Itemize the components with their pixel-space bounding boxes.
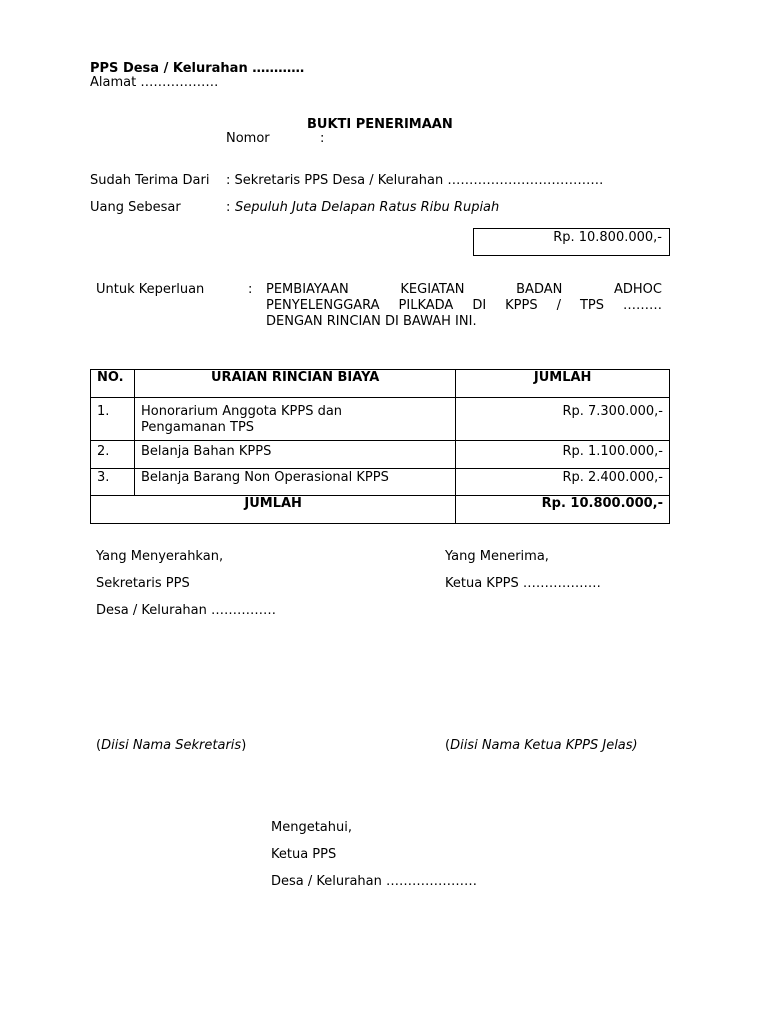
- header-address: Alamat ………………: [90, 75, 219, 90]
- paren-open: (: [96, 738, 102, 753]
- sign-left-name-text: Diisi Nama Sekretaris: [101, 738, 242, 753]
- amount-separator: :: [226, 200, 231, 215]
- row-uraian: Belanja Barang Non Operasional KPPS: [134, 469, 455, 496]
- sign-center-line-3: Desa / Kelurahan …………………: [271, 874, 478, 889]
- document-title: BUKTI PENERIMAAN: [307, 117, 453, 132]
- purpose-line-2: PENYELENGGARA PILKADA DI KPPS / TPS ………: [266, 298, 662, 313]
- row-no: 3.: [91, 469, 135, 496]
- cost-breakdown-table: [90, 369, 670, 524]
- row-uraian: [134, 398, 455, 441]
- row-no: 2.: [91, 441, 135, 469]
- sign-right-name: [445, 738, 638, 754]
- header-uraian: URAIAN RINCIAN BIAYA: [134, 370, 455, 398]
- row-uraian: Belanja Bahan KPPS: [134, 441, 455, 469]
- row-uraian-line: Pengamanan TPS: [140, 420, 255, 435]
- purpose-separator: :: [248, 282, 253, 297]
- purpose-text: [266, 282, 662, 330]
- sign-right-line-2: Ketua KPPS ………………: [445, 576, 601, 591]
- row-jumlah: Rp. 7.300.000,-: [456, 398, 670, 441]
- sign-left-line-3: Desa / Kelurahan ……………: [96, 603, 277, 618]
- row-jumlah: Rp. 2.400.000,-: [456, 469, 670, 496]
- total-label: JUMLAH: [91, 496, 456, 524]
- sign-right-line-1: Yang Menerima,: [445, 549, 549, 564]
- received-from-value: : Sekretaris PPS Desa / Kelurahan ………………………………: [226, 173, 604, 188]
- row-jumlah: Rp. 1.100.000,-: [456, 441, 670, 469]
- received-from-label: Sudah Terima Dari: [90, 173, 210, 188]
- sign-left-line-2: Sekretaris PPS: [96, 576, 190, 591]
- sign-right-name-text: Diisi Nama Ketua KPPS Jelas): [450, 738, 638, 753]
- table-total-row: [91, 496, 670, 524]
- row-uraian-line: Honorarium Anggota KPPS dan: [140, 404, 343, 419]
- nomor-label: Nomor: [226, 131, 270, 146]
- table-row: [91, 398, 670, 441]
- header-jumlah: JUMLAH: [456, 370, 670, 398]
- sign-left-line-1: Yang Menyerahkan,: [96, 549, 224, 564]
- paren-open: (: [445, 738, 451, 753]
- sign-center-line-2: Ketua PPS: [271, 847, 337, 862]
- purpose-label: Untuk Keperluan: [96, 282, 205, 297]
- amount-box: [473, 228, 670, 256]
- purpose-line-3: DENGAN RINCIAN DI BAWAH INI.: [266, 314, 477, 329]
- header-no: NO.: [91, 370, 135, 398]
- amount-label: Uang Sebesar: [90, 200, 181, 215]
- header-org: PPS Desa / Kelurahan …………: [90, 61, 305, 76]
- amount-in-words: Sepuluh Juta Delapan Ratus Ribu Rupiah: [235, 200, 500, 215]
- purpose-line-1: PEMBIAYAAN KEGIATAN BADAN ADHOC: [266, 282, 662, 297]
- total-value: Rp. 10.800.000,-: [456, 496, 670, 524]
- table-row: [91, 441, 670, 469]
- sign-center-line-1: Mengetahui,: [271, 820, 352, 835]
- amount-box-value: Rp. 10.800.000,-: [553, 230, 662, 245]
- row-no: 1.: [91, 398, 135, 441]
- sign-left-name: [96, 738, 246, 754]
- table-header-row: [91, 370, 670, 398]
- table-row: [91, 469, 670, 496]
- nomor-separator: :: [320, 131, 325, 146]
- paren-close: ): [241, 738, 247, 753]
